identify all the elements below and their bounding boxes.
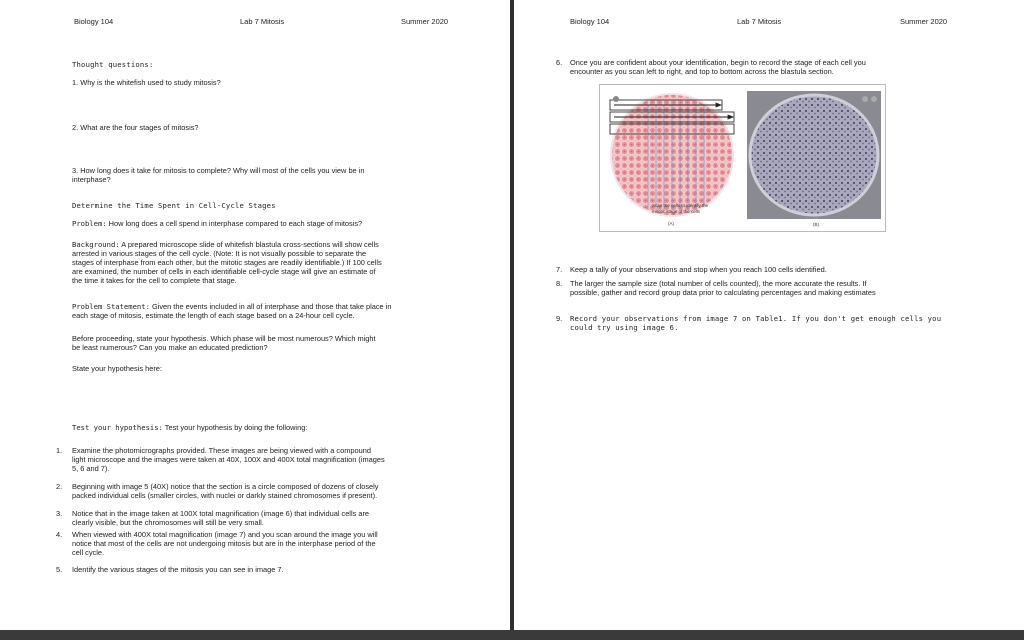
step-8-number: 8. (556, 279, 563, 288)
step-2-line-1: Beginning with image 5 (40X) notice that the section is a circle composed of dozens of closely (72, 482, 379, 491)
thought-questions-title: Thought questions: (72, 60, 154, 69)
step-6-line-2: encounter as you scan left to right, and top to bottom across the blastula section. (570, 67, 834, 76)
step-2-number: 2. (56, 482, 63, 491)
header-lab: Lab 7 Mitosis (737, 17, 782, 26)
step-4-number: 4. (56, 530, 63, 539)
step-1-line-3: 5, 6 and 7). (72, 464, 110, 473)
step-4-line-1: When viewed with 400X total magnification (image 7) and you scan around the image you will (72, 530, 378, 539)
statement-text-1: Given the events included in all of interphase and those that take place in (149, 302, 392, 311)
step-8-line-2: possible, gather and record group data prior to calculating percentages and making estimates (570, 288, 876, 297)
section-title: Determine the Time Spent in Cell-Cycle Stages (72, 201, 276, 210)
statement-line-1 (72, 302, 391, 311)
step-5-number: 5. (56, 565, 63, 574)
step-4-line-2: notice that most of the cells are not undergoing mitosis but are in the interphase period of the (72, 539, 376, 548)
step-3-line-1: Notice that in the image taken at 100X total magnification (image 6) that individual cells are (72, 509, 370, 518)
zoom-in-icon (613, 96, 619, 102)
test-text: Test your hypothesis by doing the following: (162, 423, 308, 432)
step-2-line-2: packed individual cells (smaller circles, with nuclei or darkly stained chromosomes if present). (72, 491, 378, 500)
step-8-line-1: The larger the sample size (total number of cells counted), the more accurate the results. If (570, 279, 867, 288)
left-page (0, 0, 510, 630)
header-term: Summer 2020 (900, 17, 948, 26)
zoom-out-icon-b (871, 96, 877, 102)
step-1-line-2: light microscope and the images were taken at 40X, 100X and 400X total magnification (images (72, 455, 385, 464)
problem-text: How long does a cell spend in interphase compared to each stage of mitosis? (106, 219, 363, 228)
step-9-line-2: could try using image 6. (570, 323, 679, 332)
figure-label-b: (B) (813, 222, 819, 227)
step-1-number: 1. (56, 446, 63, 455)
before-line-1: Before proceeding, state your hypothesis. Which phase will be most numerous? Which might (72, 334, 376, 343)
right-page (514, 0, 1024, 630)
step-5-line-1: Identify the various stages of the mitosis you can see in image 7. (72, 565, 284, 574)
header-lab: Lab 7 Mitosis (240, 17, 285, 26)
figure-caption-line-2: mitotic stage of the cells (652, 209, 701, 214)
zoom-in-icon-b (862, 96, 868, 102)
statement-label: Problem Statement: (72, 302, 150, 311)
background-line-1 (72, 240, 379, 249)
background-label: Background: (72, 240, 120, 249)
step-4-line-3: cell cycle. (72, 548, 105, 557)
blastula-figure-svg (600, 85, 885, 231)
background-text-1: A prepared microscope slide of whitefish blastula cross-sections will show cells (119, 240, 379, 249)
step-1-line-1: Examine the photomicrographs provided. These images are being viewed with a compound (72, 446, 371, 455)
test-hypothesis (72, 423, 307, 432)
problem (72, 219, 362, 228)
question-1: 1. Why is the whitefish used to study mitosis? (72, 78, 221, 87)
step-9-number: 9. (556, 314, 563, 323)
header-term: Summer 2020 (401, 17, 449, 26)
background-line-3: stages of interphase from each other, but the mitotic stages are readily identifiable.) If 100 cells (72, 258, 382, 267)
figure-caption-line-1: Scan the cells to identify the (652, 203, 709, 208)
statement-line-2: each stage of mitosis, estimate the length of each stage based on a 24-hour cell cycle. (72, 311, 355, 320)
header-course: Biology 104 (74, 17, 114, 26)
step-7-number: 7. (556, 265, 563, 274)
question-2: 2. What are the four stages of mitosis? (72, 123, 199, 132)
step-3-number: 3. (56, 509, 63, 518)
background-line-4: are examined, the number of cells in each identifiable cell-cycle stage will give an estimate of (72, 267, 376, 276)
viewer-bottom-bar (0, 630, 1024, 640)
step-6-number: 6. (556, 58, 563, 67)
state-hypothesis: State your hypothesis here: (72, 364, 162, 373)
blastula-figure (599, 84, 886, 232)
step-6-line-1: Once you are confident about your identification, begin to record the stage of each cell you (570, 58, 866, 67)
question-3-line-2: interphase? (72, 175, 111, 184)
test-label: Test your hypothesis: (72, 423, 163, 432)
background-line-2: arrested in various stages of the cell cycle. (Note: It is not visually possible to separate the (72, 249, 367, 258)
problem-label: Problem: (72, 219, 107, 228)
header-course: Biology 104 (570, 17, 610, 26)
step-9-line-1: Record your observations from image 7 on Table1. If you don't get enough cells you (570, 314, 942, 323)
question-3-line-1: 3. How long does it take for mitosis to complete? Why will most of the cells you view be in (72, 166, 365, 175)
step-3-line-2: clearly visible, but the chromosomes will still be very small. (72, 518, 264, 527)
figure-label-a: (A) (668, 221, 674, 226)
before-line-2: be least numerous? Can you make an educated prediction? (72, 343, 268, 352)
step-7-text: Keep a tally of your observations and stop when you reach 100 cells identified. (570, 265, 827, 274)
background-line-5: the time it takes for the cell to complete that stage. (72, 276, 237, 285)
